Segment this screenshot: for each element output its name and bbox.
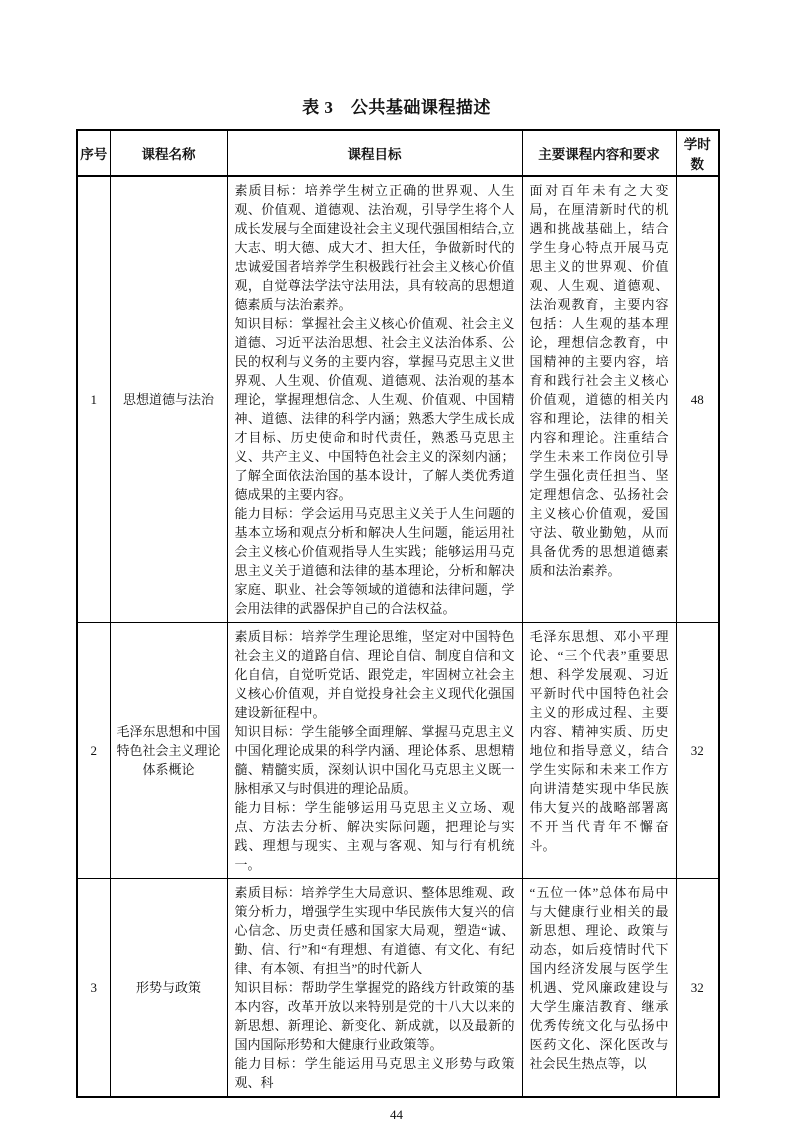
course-objectives — [227, 623, 522, 879]
header-no: 序号 — [77, 130, 110, 176]
course-objectives — [227, 879, 522, 1098]
page-number: 44 — [390, 1107, 403, 1122]
course-name: 毛泽东思想和中国特色社会主义理论体系概论 — [110, 623, 227, 879]
table-row — [77, 623, 719, 879]
objective-paragraph: 能力目标：学生能运用马克思主义形势与政策观、科 — [234, 1056, 515, 1090]
course-content: 毛泽东思想、邓小平理论、“三个代表”重要思想、科学发展观、习近平新时代中国特色社会主义的形成过程、主要内容、精神实质、历史地位和指导意义，结合学生实际和未来工作方向讲清楚实现中华民族伟大复兴的战略部署离不开当代青年不懈奋斗。 — [522, 623, 676, 879]
header-hours: 学时数 — [676, 130, 719, 176]
course-name: 思想道德与法治 — [110, 176, 227, 623]
objective-paragraph: 能力目标：学会运用马克思主义关于人生问题的基本立场和观点分析和解决人生问题，能运用社会主义核心价值观指导人生实践；能够运用马克思主义关于道德和法律的基本理论，分析和解决家庭、职业、社会等领域的道德和法律问题，学会用法律的武器保护自己的合法权益。 — [234, 506, 515, 616]
row-no: 1 — [77, 176, 110, 623]
table-body — [77, 176, 719, 1097]
course-content: “五位一体”总体布局中与大健康行业相关的最新思想、理论、政策与动态，如后疫情时代下国内经济发展与医学生机遇、党风廉政建设与大学生廉洁教育、继承优秀传统文化与弘扬中医药文化、深化医改与社会民生热点等，以 — [522, 879, 676, 1098]
table-title: 表 3 公共基础课程描述 — [302, 98, 491, 117]
course-hours: 32 — [676, 879, 719, 1098]
table-header-row — [77, 130, 719, 176]
course-content: 面对百年未有之大变局，在厘清新时代的机遇和挑战基础上，结合学生身心特点开展马克思主义的世界观、价值观、人生观、道德观、法治观教育，主要内容包括：人生观的基本理论，理想信念教育，中国精神的主要内容，培育和践行社会主义核心价值观，道德的相关内容和理论，法律的相关内容和理论。注重结合学生未来工作岗位引导学生强化责任担当、坚定理想信念、弘扬社会主义核心价值观，爱国守法、敬业勤勉，从而具备优秀的思想道德素质和法治素养。 — [522, 176, 676, 623]
course-hours: 48 — [676, 176, 719, 623]
objective-paragraph: 素质目标：培养学生树立正确的世界观、人生观、价值观、道德观、法治观，引导学生将个人成长发展与全面建设社会主义现代强国相结合,立大志、明大德、成大才、担大任，争做新时代的忠诚爱国者培养学生积极践行社会主义核心价值观，自觉尊法学法守法用法，具有较高的思想道德素质与法治素养。 — [234, 183, 515, 312]
objective-paragraph: 知识目标：掌握社会主义核心价值观、社会主义道德、习近平法治思想、社会主义法治体系、公民的权利与义务的主要内容，掌握马克思主义世界观、人生观、价值观、道德观、法治观的基本理论，掌握理想信念、人生观、价值观、中国精神、道德、法律的科学内涵；熟悉大学生成长成才目标、历史使命和时代责任，熟悉马克思主义、共产主义、中国特色社会主义的深刻内涵；了解全面依法治国的基本设计，了解人类优秀道德成果的主要内容。 — [234, 316, 515, 502]
course-objectives — [227, 176, 522, 623]
course-hours: 32 — [676, 623, 719, 879]
row-no: 3 — [77, 879, 110, 1098]
objective-paragraph: 知识目标：帮助学生掌握党的路线方针政策的基本内容，改革开放以来特别是党的十八大以来的新思想、新理论、新变化、新成就，以及最新的国内国际形势和大健康行业政策等。 — [234, 980, 515, 1052]
row-no: 2 — [77, 623, 110, 879]
objective-paragraph: 知识目标：学生能够全面理解、掌握马克思主义中国化理论成果的科学内涵、理论体系、思想精髓、精髓实质，深刻认识中国化马克思主义既一脉相承又与时俱进的理论品质。 — [234, 724, 515, 796]
header-content: 主要课程内容和要求 — [522, 130, 676, 176]
header-objectives: 课程目标 — [227, 130, 522, 176]
courses-table — [76, 129, 720, 1098]
course-name: 形势与政策 — [110, 879, 227, 1098]
objective-paragraph: 素质目标：培养学生理论思维，坚定对中国特色社会主义的道路自信、理论自信、制度自信和文化自信，自觉听党话、跟党走，牢固树立社会主义核心价值观，并自觉投身社会主义现代化强国建设新征程中。 — [234, 629, 515, 720]
header-course-name: 课程名称 — [110, 130, 227, 176]
table-row — [77, 879, 719, 1098]
table-row — [77, 176, 719, 623]
objective-paragraph: 能力目标：学生能够运用马克思主义立场、观点、方法去分析、解决实际问题，把理论与实践、理想与现实、主观与客观、知与行有机统一。 — [234, 800, 515, 872]
objective-paragraph: 素质目标：培养学生大局意识、整体思维观、政策分析力，增强学生实现中华民族伟大复兴的信心信念、历史责任感和国家大局观，塑造“诚、勤、信、行”和“有理想、有道德、有文化、有纪律、有本领、有担当”的时代新人 — [234, 885, 515, 976]
